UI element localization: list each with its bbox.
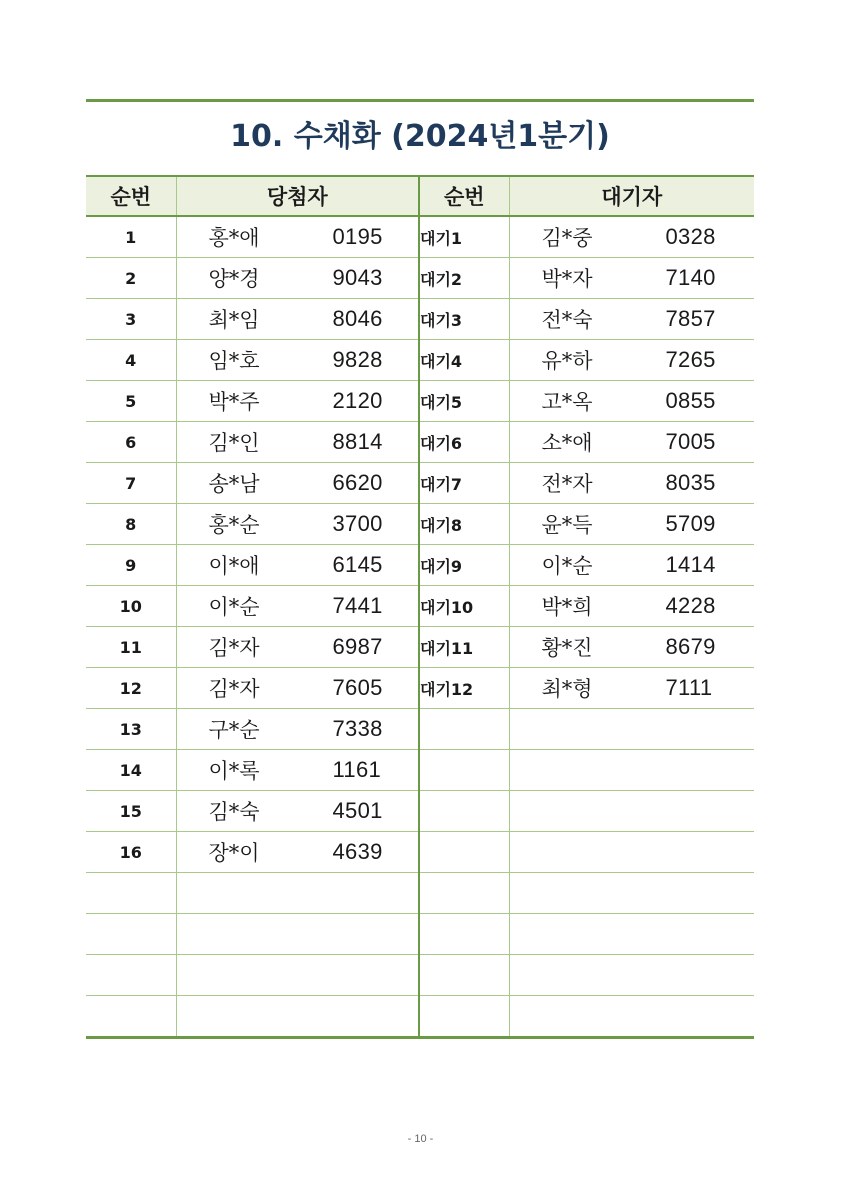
waitlist-cell: [509, 545, 754, 586]
table-row: [86, 504, 754, 545]
winner-order-cell: 10: [86, 586, 176, 627]
winner-order-cell: [86, 873, 176, 914]
person-name: 윤*득: [541, 513, 593, 537]
table-row: [86, 381, 754, 422]
table-row: [86, 996, 754, 1038]
table-row: [86, 873, 754, 914]
ticket-number: 7265: [665, 347, 716, 372]
table-row: [86, 709, 754, 750]
winner-order-cell: 1: [86, 216, 176, 258]
table-row: [86, 955, 754, 996]
winner-order-cell: 9: [86, 545, 176, 586]
winner-cell: [176, 463, 419, 504]
waitlist-cell: [509, 955, 754, 996]
person-name: 최*형: [541, 677, 593, 701]
winner-order-cell: 4: [86, 340, 176, 381]
ticket-number: 4639: [332, 839, 383, 864]
wait-order-cell: 대기4: [419, 340, 509, 381]
entry: [510, 668, 755, 708]
wait-order-cell: [419, 873, 509, 914]
table-row: [86, 586, 754, 627]
ticket-number: 4228: [665, 593, 716, 618]
winner-cell: [176, 504, 419, 545]
table-row: [86, 791, 754, 832]
waitlist-cell: [509, 668, 754, 709]
table-row: [86, 422, 754, 463]
waitlist-cell: [509, 463, 754, 504]
top-rule: [86, 99, 754, 102]
winner-cell: [176, 873, 419, 914]
entry: [510, 258, 755, 298]
person-name: 박*희: [541, 595, 593, 619]
waitlist-cell: [509, 750, 754, 791]
person-name: 양*경: [208, 267, 260, 291]
winner-cell: [176, 545, 419, 586]
waitlist-cell: [509, 504, 754, 545]
person-name: 김*자: [208, 636, 260, 660]
wait-order-cell: 대기5: [419, 381, 509, 422]
winner-order-cell: 8: [86, 504, 176, 545]
winner-cell: [176, 914, 419, 955]
winner-order-cell: [86, 996, 176, 1038]
table-row: [86, 340, 754, 381]
header-winners: 당첨자: [176, 176, 419, 216]
entry: [177, 709, 419, 749]
entry: [177, 668, 419, 708]
winner-order-cell: [86, 914, 176, 955]
winner-cell: [176, 381, 419, 422]
table-row: [86, 216, 754, 258]
ticket-number: 0195: [332, 224, 383, 249]
ticket-number: 6145: [332, 552, 383, 577]
waitlist-cell: [509, 791, 754, 832]
entry: [510, 504, 755, 544]
wait-order-cell: 대기8: [419, 504, 509, 545]
person-name: 전*자: [541, 472, 593, 496]
waitlist-cell: [509, 832, 754, 873]
person-name: 홍*애: [208, 226, 260, 250]
waitlist-cell: [509, 873, 754, 914]
header-wait-order: 순번: [419, 176, 509, 216]
draw-results-table: [86, 175, 754, 1039]
wait-order-cell: [419, 709, 509, 750]
wait-order-cell: 대기3: [419, 299, 509, 340]
table-row: [86, 463, 754, 504]
winner-cell: [176, 586, 419, 627]
table-row: [86, 627, 754, 668]
table-row: [86, 914, 754, 955]
wait-order-cell: [419, 955, 509, 996]
person-name: 김*숙: [208, 800, 260, 824]
wait-order-cell: [419, 791, 509, 832]
winner-cell: [176, 750, 419, 791]
entry: [177, 463, 419, 503]
ticket-number: 7111: [665, 675, 713, 700]
entry: [177, 299, 419, 339]
ticket-number: 7338: [332, 716, 383, 741]
winner-cell: [176, 258, 419, 299]
waitlist-cell: [509, 996, 754, 1038]
wait-order-cell: [419, 750, 509, 791]
winner-order-cell: 2: [86, 258, 176, 299]
person-name: 이*록: [208, 759, 260, 783]
waitlist-cell: [509, 586, 754, 627]
entry: [177, 791, 419, 831]
winner-cell: [176, 709, 419, 750]
winner-cell: [176, 340, 419, 381]
entry: [177, 340, 419, 380]
winner-order-cell: [86, 955, 176, 996]
person-name: 이*순: [541, 554, 593, 578]
ticket-number: 6987: [332, 634, 383, 659]
winner-cell: [176, 216, 419, 258]
winner-order-cell: 5: [86, 381, 176, 422]
ticket-number: 8679: [665, 634, 716, 659]
ticket-number: 7605: [332, 675, 383, 700]
header-row: [86, 176, 754, 216]
entry: [177, 381, 419, 421]
person-name: 소*애: [541, 431, 593, 455]
entry: [177, 545, 419, 585]
person-name: 이*애: [208, 554, 260, 578]
wait-order-cell: 대기7: [419, 463, 509, 504]
wait-order-cell: [419, 914, 509, 955]
page-title: 10. 수채화 (2024년1분기): [230, 119, 610, 154]
ticket-number: 1414: [665, 552, 716, 577]
ticket-number: 2120: [332, 388, 383, 413]
person-name: 황*진: [541, 636, 593, 660]
table-row: [86, 750, 754, 791]
ticket-number: 8814: [332, 429, 383, 454]
entry: [510, 422, 755, 462]
ticket-number: 5709: [665, 511, 716, 536]
table-row: [86, 258, 754, 299]
waitlist-cell: [509, 381, 754, 422]
winner-cell: [176, 832, 419, 873]
ticket-number: 7005: [665, 429, 716, 454]
winner-order-cell: 16: [86, 832, 176, 873]
ticket-number: 7140: [665, 265, 716, 290]
person-name: 김*중: [541, 226, 593, 250]
entry: [510, 299, 755, 339]
entry: [177, 217, 419, 257]
wait-order-cell: 대기6: [419, 422, 509, 463]
wait-order-cell: 대기1: [419, 216, 509, 258]
entry: [510, 586, 755, 626]
entry: [510, 340, 755, 380]
person-name: 임*호: [208, 349, 260, 373]
table-row: [86, 832, 754, 873]
ticket-number: 9043: [332, 265, 383, 290]
ticket-number: 3700: [332, 511, 383, 536]
table-row: [86, 545, 754, 586]
wait-order-cell: 대기12: [419, 668, 509, 709]
person-name: 송*남: [208, 472, 260, 496]
person-name: 유*하: [541, 349, 593, 373]
table-row: [86, 299, 754, 340]
page-number: - 10 -: [407, 1133, 434, 1145]
winner-cell: [176, 422, 419, 463]
waitlist-cell: [509, 340, 754, 381]
winner-order-cell: 6: [86, 422, 176, 463]
winner-order-cell: 12: [86, 668, 176, 709]
waitlist-cell: [509, 422, 754, 463]
entry: [177, 627, 419, 667]
wait-order-cell: [419, 996, 509, 1038]
person-name: 박*주: [208, 390, 260, 414]
wait-order-cell: [419, 832, 509, 873]
winner-cell: [176, 299, 419, 340]
winner-cell: [176, 996, 419, 1038]
winner-order-cell: 13: [86, 709, 176, 750]
ticket-number: 0855: [665, 388, 716, 413]
ticket-number: 0328: [665, 224, 716, 249]
person-name: 장*이: [208, 841, 260, 865]
ticket-number: 9828: [332, 347, 383, 372]
waitlist-cell: [509, 258, 754, 299]
ticket-number: 8046: [332, 306, 383, 331]
waitlist-cell: [509, 299, 754, 340]
entry: [177, 586, 419, 626]
winner-order-cell: 3: [86, 299, 176, 340]
winner-cell: [176, 668, 419, 709]
table-row: [86, 668, 754, 709]
person-name: 김*자: [208, 677, 260, 701]
person-name: 고*옥: [541, 390, 593, 414]
ticket-number: 6620: [332, 470, 383, 495]
header-order: 순번: [86, 176, 176, 216]
person-name: 전*숙: [541, 308, 593, 332]
entry: [177, 422, 419, 462]
ticket-number: 7857: [665, 306, 716, 331]
ticket-number: 1161: [332, 757, 382, 782]
entry: [510, 217, 755, 257]
entry: [177, 258, 419, 298]
winner-cell: [176, 627, 419, 668]
entry: [510, 463, 755, 503]
person-name: 이*순: [208, 595, 260, 619]
wait-order-cell: 대기9: [419, 545, 509, 586]
ticket-number: 7441: [332, 593, 383, 618]
winner-cell: [176, 955, 419, 996]
header-waitlist: 대기자: [509, 176, 754, 216]
person-name: 김*인: [208, 431, 260, 455]
entry: [177, 832, 419, 872]
waitlist-cell: [509, 627, 754, 668]
person-name: 최*임: [208, 308, 260, 332]
winner-cell: [176, 791, 419, 832]
ticket-number: 4501: [332, 798, 383, 823]
entry: [177, 504, 419, 544]
winner-order-cell: 7: [86, 463, 176, 504]
waitlist-cell: [509, 216, 754, 258]
entry: [510, 627, 755, 667]
entry: [510, 545, 755, 585]
winner-order-cell: 15: [86, 791, 176, 832]
person-name: 홍*순: [208, 513, 260, 537]
ticket-number: 8035: [665, 470, 716, 495]
wait-order-cell: 대기10: [419, 586, 509, 627]
waitlist-cell: [509, 709, 754, 750]
person-name: 박*자: [541, 267, 593, 291]
person-name: 구*순: [208, 718, 260, 742]
wait-order-cell: 대기2: [419, 258, 509, 299]
waitlist-cell: [509, 914, 754, 955]
entry: [510, 381, 755, 421]
winner-order-cell: 14: [86, 750, 176, 791]
winner-order-cell: 11: [86, 627, 176, 668]
wait-order-cell: 대기11: [419, 627, 509, 668]
entry: [177, 750, 419, 790]
